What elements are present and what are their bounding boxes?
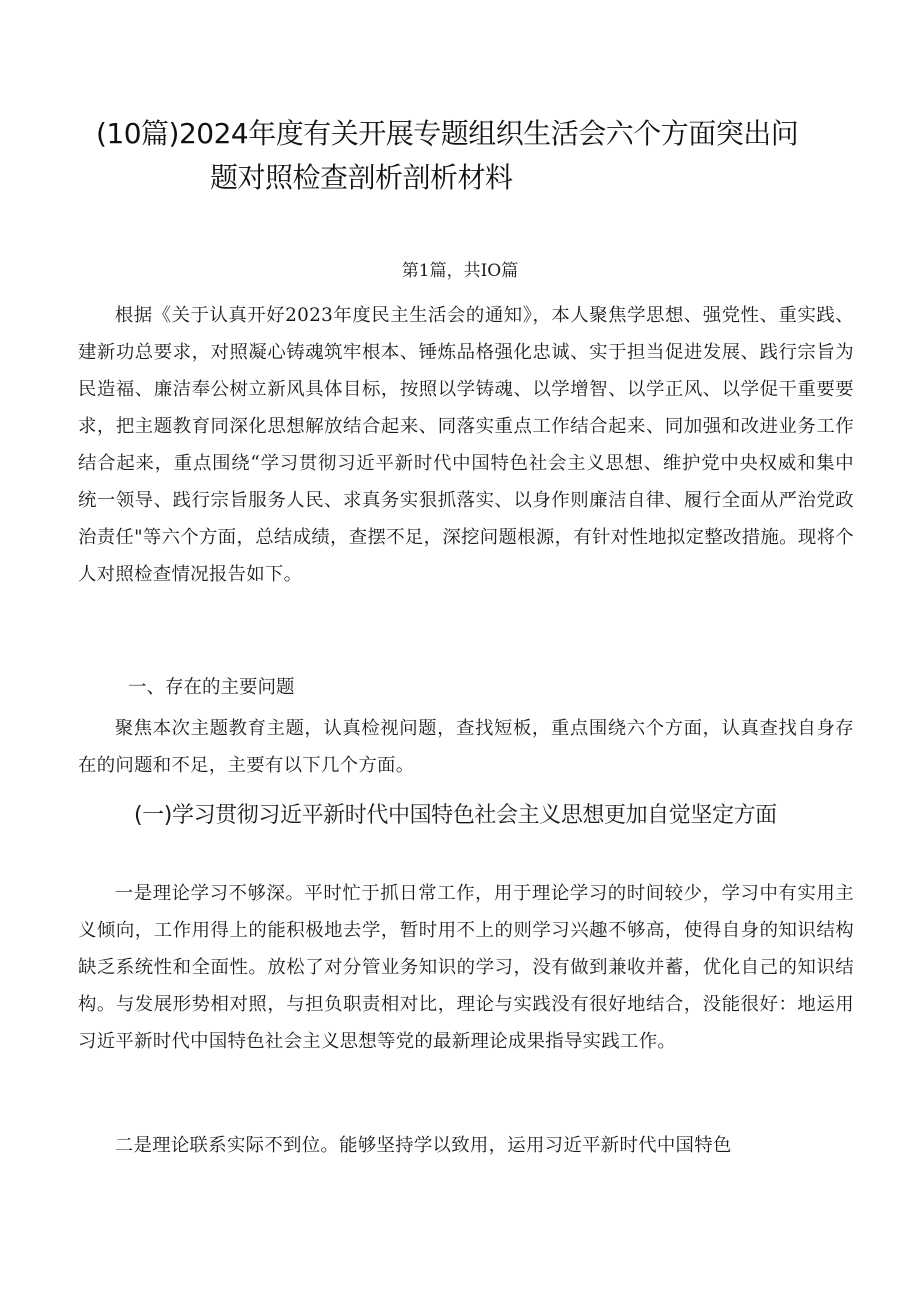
- title-line-2: 题对照检查剖析剖析材料: [210, 161, 513, 194]
- document-title: [96, 112, 866, 200]
- subsection-1-paragraph-2: 二是理论联系实际不到位。能够坚持学以致用，运用习近平新时代中国特色: [114, 1135, 732, 1156]
- subsection-heading-text: (一)学习贯彻习近平新时代中国特色社会主义思想更加自觉坚定方面: [134, 803, 777, 828]
- section-heading-1: 一、存在的主要问题: [128, 677, 295, 698]
- intro-paragraph: 根据《关于认真开好2023年度民主生活会的通知》，本人聚焦学思想、强党性、重实践、建新功总要求，对照凝心铸魂筑牢根本、锤炼品格强化忠诚、实于担当促进发展、践行宗旨为民造福、廉洁奉公树立新风具体目标，按照以学铸魂、以学增智、以学正风、以学促干重要要求，把主题教育同深化思想解放结合起来、同落实重点工作结合起来、同加强和改进业务工作结合起来，重点围绕“学习贯彻习近平新时代中国特色社会主义思想、维护党中央权威和集中统一领导、践行宗旨服务人民、求真务实狠抓落实、以身作则廉洁自律、履行全面从严治党政治责任"等六个方面，总结成绩，查摆不足，深挖问题根源，有针对性地拟定整改措施。现将个人对照检查情况报告如下。: [78, 305, 854, 585]
- title-line-1: (10篇)2024年度有关开展专题组织生活会六个方面突出问: [96, 117, 799, 150]
- subsection-heading-1: [78, 795, 858, 836]
- subsection-1-paragraph-1: 一是理论学习不够深。平时忙于抓日常工作，用于理论学习的时间较少，学习中有实用主义倾向，工作用得上的能积极地去学，暂时用不上的则学习兴趣不够高，使得自身的知识结构缺乏系统性和全面性。放松了对分管业务知识的学习，没有做到兼收并蓄，优化自己的知识结构。与发展形势相对照，与担负职责相对比，理论与实践没有很好地结合，没能很好：地运用习近平新时代中国特色社会主义思想等党的最新理论成果指导实践工作。: [78, 883, 854, 1052]
- section-1-paragraph: 聚焦本次主题教育主题，认真检视问题，查找短板，重点围绕六个方面，认真查找自身存在的问题和不足，主要有以下几个方面。: [78, 718, 854, 776]
- document-subtitle: 第1篇，共IO篇: [401, 261, 519, 281]
